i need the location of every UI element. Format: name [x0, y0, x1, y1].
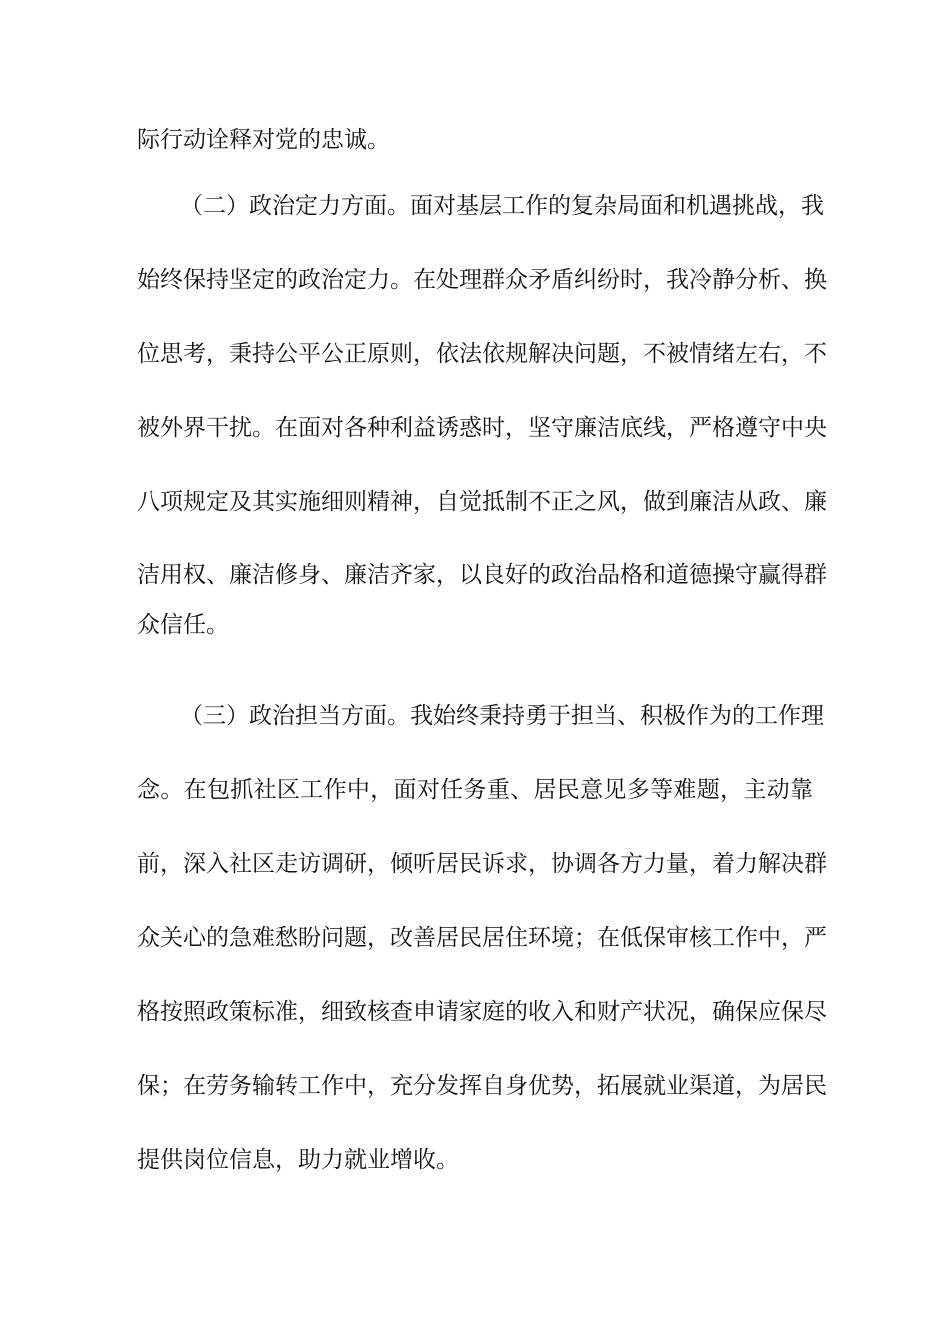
paragraph-line: 八项规定及其实施细则精神，自觉抵制不正之风，做到廉洁从政、廉 — [137, 489, 827, 515]
paragraph-line: 格按照政策标准，细致核查申请家庭的收入和财产状况，确保应保尽 — [137, 999, 827, 1025]
paragraph-line: 众关心的急难愁盼问题，改善居民居住环境；在低保审核工作中，严 — [137, 925, 827, 951]
paragraph-line: 念。在包抓社区工作中，面对任务重、居民意见多等难题，主动靠 — [137, 777, 813, 803]
paragraph-line: 前，深入社区走访调研，倾听居民诉求，协调各方力量，着力解决群 — [137, 851, 827, 877]
paragraph-line: 众信任。 — [137, 612, 229, 638]
paragraph-line: （二）政治定力方面。面对基层工作的复杂局面和机遇挑战，我 — [180, 193, 824, 219]
paragraph-line: 位思考，秉持公平公正原则，依法依规解决问题，不被情绪左右，不 — [137, 341, 827, 367]
paragraph-line: 洁用权、廉洁修身、廉洁齐家，以良好的政治品格和道德操守赢得群 — [137, 562, 827, 588]
paragraph-line: （三）政治担当方面。我始终秉持勇于担当、积极作为的工作理 — [180, 703, 824, 729]
paragraph-line: 提供岗位信息，助力就业增收。 — [137, 1147, 459, 1173]
paragraph-line: 被外界干扰。在面对各种利益诱惑时，坚守廉洁底线，严格遵守中央 — [137, 415, 827, 441]
paragraph-line: 际行动诠释对党的忠诚。 — [137, 127, 390, 153]
paragraph-line: 始终保持坚定的政治定力。在处理群众矛盾纠纷时，我冷静分析、换 — [137, 267, 827, 293]
paragraph-line: 保；在劳务输转工作中，充分发挥自身优势，拓展就业渠道，为居民 — [137, 1073, 827, 1099]
